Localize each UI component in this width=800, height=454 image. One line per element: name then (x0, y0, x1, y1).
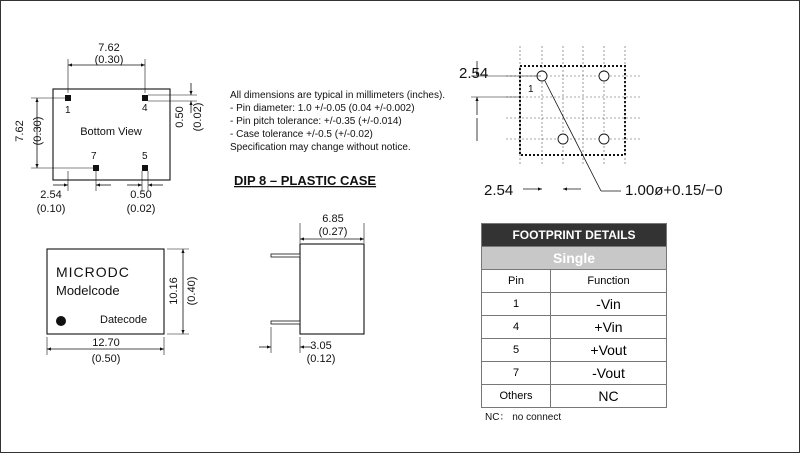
pin-cell: 7 (482, 362, 551, 385)
pin1-dot (56, 316, 66, 326)
hole-pin-5 (599, 134, 609, 144)
pin-cell: Others (482, 385, 551, 408)
side-view-body (300, 244, 364, 334)
table-row (482, 362, 667, 385)
note-line-4: - Case tolerance +/-0.5 (+/-0.02) (230, 129, 373, 140)
pin-label-7: 7 (91, 151, 97, 162)
bottom-width-in: (0.30) (94, 54, 124, 66)
package-title: DIP 8 – PLASTIC CASE (234, 173, 377, 188)
pad-pin-1 (65, 95, 71, 101)
brand-text: MICRODC (56, 264, 130, 280)
table-title: FOOTPRINT DETAILS (482, 224, 667, 247)
function-cell: +Vin (551, 316, 667, 339)
date-text: Datecode (100, 314, 148, 326)
bottom-view-label: Bottom View (80, 126, 142, 138)
top-width-in: (0.50) (91, 353, 121, 365)
hole-diameter: 1.00ø+0.15/−0 (625, 182, 723, 199)
table-subtitle: Single (482, 247, 667, 270)
footprint-pitch-bottom: 2.54 (484, 182, 514, 199)
note-line-1: All dimensions are typical in millimeters (inches). (230, 90, 446, 101)
mechanical-drawing (1, 1, 800, 454)
hole-pin-4 (599, 71, 609, 81)
function-cell: -Vin (551, 293, 667, 316)
pad-pin-7 (93, 165, 99, 171)
col-header-pin: Pin (482, 270, 551, 293)
bottom-height-mm: 7.62 (14, 120, 26, 142)
pin-pitch-in: (0.10) (36, 203, 66, 215)
table-row (482, 293, 667, 316)
footprint-outline (520, 66, 625, 155)
pin-label-1: 1 (65, 105, 71, 116)
pin-cell: 5 (482, 339, 551, 362)
pin-cell: 1 (482, 293, 551, 316)
top-view (47, 249, 198, 365)
function-cell: -Vout (551, 362, 667, 385)
spec-notes (230, 90, 445, 153)
top-height-mm: 10.16 (168, 277, 180, 305)
footprint-table (481, 223, 667, 408)
footprint-pitch-top: 2.54 (459, 65, 489, 82)
col-header-function: Function (551, 270, 667, 293)
note-line-3: - Pin pitch tolerance: +/-0.35 (+/-0.014) (230, 116, 402, 127)
side-pin-in: (0.12) (306, 353, 336, 365)
hole-pin-7 (558, 134, 568, 144)
footprint-pin1-label: 1 (528, 84, 534, 95)
table-row (482, 316, 667, 339)
note-line-2: - Pin diameter: 1.0 +/-0.05 (0.04 +/-0.002) (230, 103, 415, 114)
top-width-mm: 12.70 (92, 337, 120, 349)
side-pin-bottom (271, 321, 300, 324)
bottom-view (14, 42, 204, 215)
side-view (259, 213, 364, 365)
function-cell: +Vout (551, 339, 667, 362)
side-width-mm: 6.85 (322, 213, 344, 225)
table-row (482, 339, 667, 362)
pin-cell: 4 (482, 316, 551, 339)
pin-label-5: 5 (142, 151, 148, 162)
pin-pitch-mm: 2.54 (40, 189, 62, 201)
pad-mm: 0.50 (130, 189, 152, 201)
bottom-height-in: (0.30) (32, 116, 44, 146)
side-pin-top (271, 254, 300, 257)
function-cell: NC (551, 385, 667, 408)
pad-pin-5 (142, 165, 148, 171)
table-row (482, 385, 667, 408)
pad-pin-4 (142, 95, 148, 101)
side-width-in: (0.27) (318, 226, 348, 238)
pad-right-in: (0.02) (192, 102, 204, 132)
pad-in: (0.02) (126, 203, 156, 215)
bottom-width-mm: 7.62 (98, 42, 120, 54)
note-line-5: Specification may change without notice. (230, 142, 411, 153)
pad-right-mm: 0.50 (174, 106, 186, 128)
pin-label-4: 4 (142, 103, 148, 114)
side-pin-mm: 3.05 (310, 340, 332, 352)
footprint-view (459, 46, 723, 199)
table-note: NC： no connect (485, 412, 562, 423)
model-text: Modelcode (56, 283, 120, 298)
top-height-in: (0.40) (186, 276, 198, 306)
